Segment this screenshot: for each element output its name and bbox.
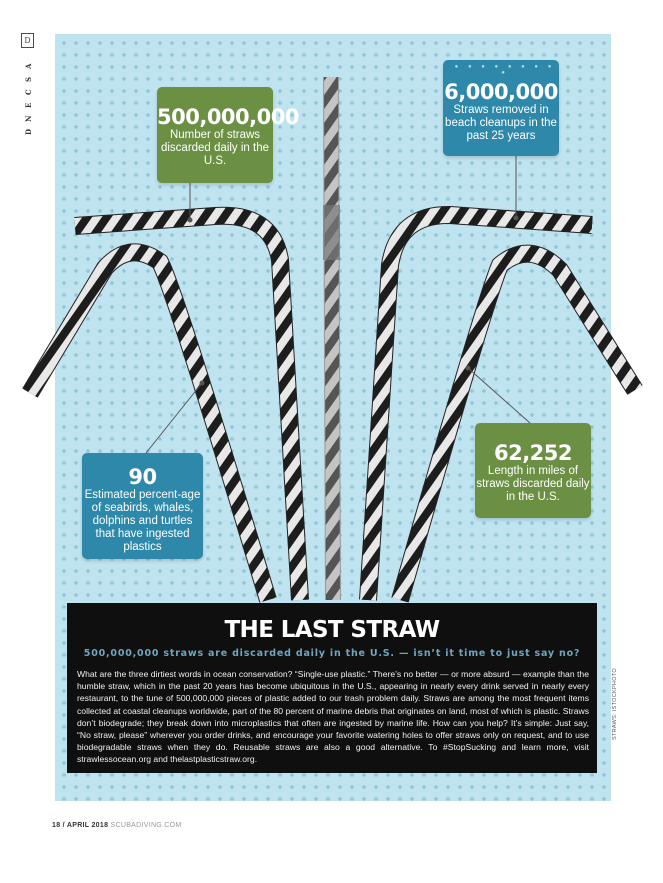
stat-value: 90 (128, 465, 157, 489)
decorative-dots: ● ● ● ● ● ● ● ● ● (454, 64, 556, 76)
stat-caption: Number of straws discarded daily in the U.S. (160, 129, 270, 167)
callout-dot-4 (466, 366, 470, 370)
stat-caption: Straws removed in beach cleanups in the past 25 years (445, 104, 557, 142)
callout-line-4 (468, 368, 530, 423)
stat-box-length-miles (475, 423, 591, 518)
page-number: 18 (52, 822, 61, 829)
article-subhead: 500,000,000 straws are discarded daily in the U.S. — isn’t it time to just say no? (83, 648, 581, 659)
stat-caption: Estimated percent-age of seabirds, whales, dolphins and turtles that have ingested plastics (84, 489, 201, 553)
callout-dot-2 (514, 216, 518, 220)
photo-credit: STRAWS: ISTOCKPHOTO (612, 668, 618, 740)
callout-line-3 (146, 383, 202, 453)
stat-value: 62,252 (493, 441, 573, 465)
article-body: What are the three dirtiest words in ocean conservation? “Single-use plastic.” There’s no better — or more absurd — example than the humble straw, which in the past 20 years has become ubiquitous in the U.S., appearing in nearly every drink served in nearly every restaurant, to the tune of 500,000,000 pieces of plastic added to our trash problem daily. Straws are among the most frequent items collected at coastal cleanups worldwide, part of the 80 percent of marine debris that originates on land, most of which is plastic. Straws don’t biodegrade; they break down into microplastics that often are ingested by marine life. How can you help? It’s simple: Just say, “No straw, please” wherever you order drinks, and encourage your favorite watering holes to offer straws only on request, and to use biodegradable straws when they do. Reusable straws are also a good alternative. To #StopSucking and learn more, visit strawlessocean.org and thelastplasticstraw.org. (77, 669, 589, 765)
stat-caption: Length in miles of straws discarded daily in the U.S. (476, 465, 590, 503)
issue-date: APRIL 2018 (66, 822, 109, 829)
magazine-logo: D (21, 33, 34, 48)
stat-value: 6,000,000 (444, 80, 558, 104)
center-straw (323, 77, 340, 600)
stat-box-ingested-plastics (82, 453, 203, 559)
article-headline: THE LAST STRAW (224, 617, 440, 643)
stat-box-beach-cleanups (443, 60, 559, 156)
article-block (67, 603, 597, 773)
stat-box-straws-daily (157, 87, 299, 183)
callout-dot-3 (200, 381, 204, 385)
page-footer: 18 / APRIL 2018 SCUBADIVING.COM (52, 822, 182, 829)
stat-value: 500,000,000 (157, 105, 299, 129)
section-label: A S C E N D (24, 63, 33, 135)
website: SCUBADIVING.COM (110, 822, 182, 829)
callout-dot-1 (188, 218, 192, 222)
